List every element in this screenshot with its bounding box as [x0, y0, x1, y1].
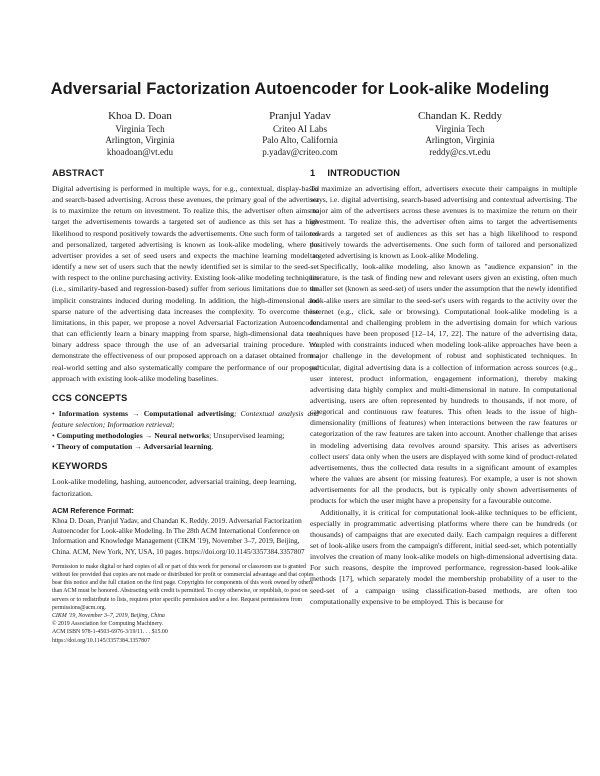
author-2: [220, 110, 380, 158]
intro-paragraph: Specifically, look-alike modeling, also known as "audience expansion" in the literature, is the task of finding new and relevant users given an existing, often much smaller set (known as seed-set) of users under the assumption that the newly identified look-alike users are similar to the seed-set's users with regards to the activity over the internet (e.g., click, sale or browsing). Computational look-alike modeling is a fundamental and challenging problem in the advertising domain for which various techniques have been proposed [12–14, 17, 22]. The nature of the advertising data, coupled with constraints induced when modeling look-alike approaches have been a major challenge in the development of robust and sophisticated techniques. In particular, digital advertising data is a collection of information across sources (e.g., user interest, product information, engagement information), thereby making advertising data highly complex and multi-dimensional in nature. In computational advertising, users are often represented by hundreds to thousands, if not more, of categorical and continuous raw features. This often leads to the issue of high-dimensionality (millions of features) when interactions between the raw features or categorization of the raw features are taken into account. Another challenge that arises in modeling advertising data revolves around sparsity. This arises as advertisers collect users' data only when the users are displayed with some kind of product-related advertisements, thus the collected data results in a significant amount of examples where the values are absent (or missing features). For example, a user is not shown advertisements for all the products, but is typically only shown advertisements of products for which the user might have a propensity for a favourable outcome.: [310, 262, 577, 506]
acm-reference-heading: ACM Reference Format:: [52, 505, 134, 515]
author-location: Arlington, Virginia: [105, 135, 175, 146]
author-name: Chandan K. Reddy: [417, 110, 502, 122]
ccs-item: • Theory of computation → Adversarial learning.: [52, 442, 214, 452]
keywords-heading: KEYWORDS: [52, 461, 108, 472]
abstract-heading: ABSTRACT: [52, 168, 105, 178]
right-column: [310, 168, 577, 607]
permission-block: [52, 563, 319, 645]
introduction-heading: 1 INTRODUCTION: [310, 168, 401, 178]
keywords-text: Look-alike modeling, hashing, autoencoder, adversarial training, deep learning, factorization.: [52, 477, 297, 498]
author-email: reddy@cs.vt.edu: [429, 146, 491, 157]
ccs-item: • Computing methodologies → Neural networks; Unsupervised learning;: [52, 431, 285, 441]
ccs-heading: CCS CONCEPTS: [52, 392, 128, 403]
paper-title: Adversarial Factorization Autoencoder for Look-alike Modeling: [50, 80, 550, 98]
author-affiliation: Criteo AI Labs: [272, 124, 328, 134]
intro-paragraph: To maximize an advertising effort, advertisers execute their campaigns in multiple ways, i.e. digital advertising, search-based advertising and contextual advertising. The major aim of the advertisers across these avenues is to maximize the return on their investment. To realize this, the advertiser often aims to target the advertisements towards a targeted set of audiences as this set has a high likelihood to respond positively towards the advertisements. One such form of tailored and personalized targeted advertising is known as Look-alike Modeling.: [310, 184, 577, 260]
author-name: Khoa D. Doan: [108, 110, 172, 122]
ccs-item: • Information systems → Computational advertising; Contextual analysis and feature selection; Information retrieval;: [52, 408, 320, 429]
author-1: [60, 110, 220, 158]
abstract-text: Digital advertising is performed in multiple ways, for e.g., contextual, display-based and search-based advertising. Across these avenues, the primary goal of the advertiser is to maximize the return on investment. To realize this, the advertiser often aims to target the advertisements towards a targeted set of audience as this set has a high likelihood to respond positively towards the advertisements. One such form of tailored and personalized, targeted advertising is known as look-alike modeling, where the advertiser provides a set of seed users and expects the machine learning model to identify a new set of users such that the newly identified set is similar to the seed-set with respect to the online purchasing activity. Existing look-alike modeling techniques (i.e., similarity-based and regression-based) suffer from serious limitations due to the implicit constraints induced during modeling. In addition, the high-dimensional and sparse nature of the advertising data increases the complexity. To overcome these limitations, in this paper, we propose a novel Adversarial Factorization Autoencoder that can efficiently learn a binary mapping from sparse, high-dimensional data to a binary address space through the use of an adversarial training procedure. We demonstrate the effectiveness of our proposed approach on a dataset obtained from a real-world setting and also systematically compare the performance of our proposed approach with existing look-alike modeling baselines.: [52, 184, 319, 383]
author-location: Arlington, Virginia: [425, 135, 495, 146]
permission-copyright: © 2019 Association for Computing Machinery.: [52, 621, 164, 628]
author-email: p.yadav@criteo.com: [262, 146, 338, 157]
left-column: [52, 168, 319, 645]
author-3: [380, 110, 540, 158]
permission-venue: CIKM '19, November 3–7, 2019, Beijing, China: [52, 612, 165, 619]
author-affiliation: Virginia Tech: [115, 124, 165, 134]
author-name: Pranjul Yadav: [269, 110, 331, 122]
author-location: Palo Alto, California: [262, 135, 338, 146]
intro-paragraph: Additionally, it is critical for computational look-alike techniques to be efficient, especially in programmatic advertising platforms where there can be hundreds (or thousands) of campaigns that are executed daily. Each campaign requires a different set of look-alike users from the campaign's different, initial seed-set, which potentially involves the creation of many look-alike models on high-dimensional advertising data. For such reasons, despite the improved performance, regression-based look-alike methods [17], which separately model the membership probability of a user to the seed-set of a campaign using classification-based methods, are often too computationally expensive to be employed. This is because for: [310, 507, 577, 606]
permission-text: Permission to make digital or hard copies of all or part of this work for personal or classroom use is granted without fee provided that copies are not made or distributed for profit or commercial advantage and that copies bear this notice and the full citation on the first page. Copyrights for components of this work owned by others than ACM must be honored. Abstracting with credit is permitted. To copy otherwise, or republish, to post on servers or to redistribute to lists, requires prior specific permission and/or a fee. Request permissions from permissions@acm.org.: [52, 563, 314, 611]
author-email: khoadoan@vt.edu: [106, 146, 174, 157]
permission-isbn: ACM ISBN 978-1-4503-6976-3/19/11. . . $15.00: [52, 629, 168, 636]
acm-reference-text: Khoa D. Doan, Pranjul Yadav, and Chandan K. Reddy. 2019. Adversarial Factorization Autoencoder for Look-alike Modeling. In The 28th ACM International Conference on Information and Knowledge Management (CIKM '19), November 3–7, 2019, Beijing, China. ACM, New York, NY, USA, 10 pages. https://doi.org/10.1145/3357384.3357807: [52, 516, 305, 556]
author-affiliation: Virginia Tech: [435, 124, 485, 134]
permission-doi: https://doi.org/10.1145/3357384.3357807: [52, 637, 151, 644]
